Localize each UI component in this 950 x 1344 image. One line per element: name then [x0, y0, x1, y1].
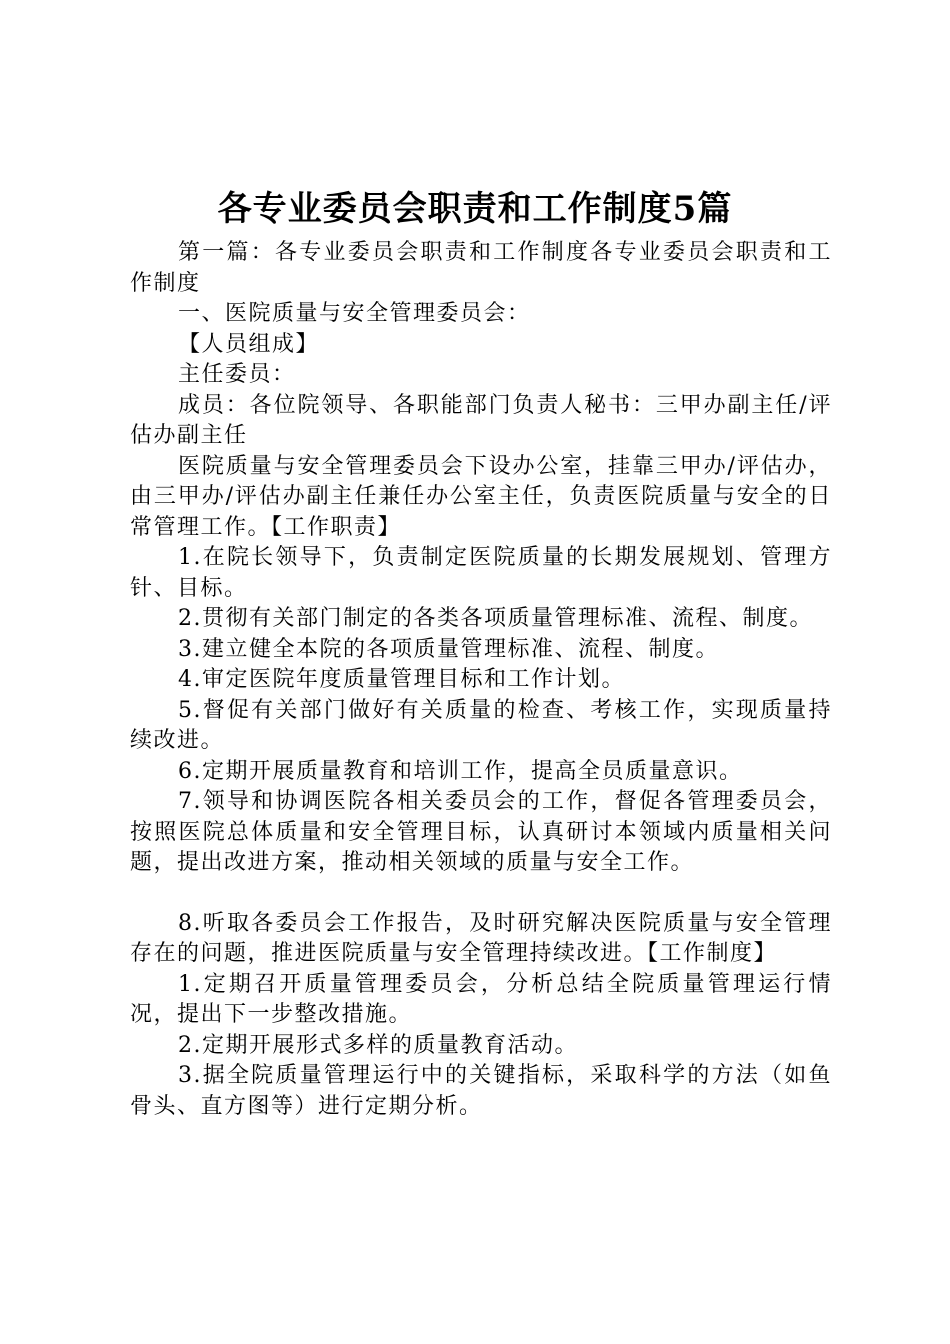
paragraph: 5.督促有关部门做好有关质量的检查、考核工作，实现质量持续改进。 — [130, 697, 832, 753]
paragraph: 一、医院质量与安全管理委员会： — [178, 301, 531, 326]
paragraph: 第一篇：各专业委员会职责和工作制度各专业委员会职责和工作制度 — [130, 240, 832, 296]
paragraph: 6.定期开展质量教育和培训工作，提高全员质量意识。 — [178, 758, 743, 784]
document-body — [130, 238, 832, 1122]
paragraph: 主任委员： — [178, 362, 296, 387]
paragraph: 8.听取各委员会工作报告，及时研究解决医院质量与安全管理存在的问题，推进医院质量与安全管理持续改进。【工作制度】 — [130, 910, 832, 966]
paragraph: 7.领导和协调医院各相关委员会的工作，督促各管理委员会，按照医院总体质量和安全管理目标，认真研讨本领域内质量相关问题，提出改进方案，推动相关领域的质量与安全工作。 — [130, 789, 832, 875]
paragraph: 医院质量与安全管理委员会下设办公室，挂靠三甲办/评估办，由三甲办/评估办副主任兼任办公室主任，负责医院质量与安全的日常管理工作。【工作职责】 — [130, 453, 832, 540]
paragraph: 3.据全院质量管理运行中的关键指标，采取科学的方法（如鱼骨头、直方图等）进行定期分析。 — [130, 1063, 832, 1119]
paragraph: 1.在院长领导下，负责制定医院质量的长期发展规划、管理方针、目标。 — [130, 545, 832, 601]
paragraph: 1.定期召开质量管理委员会，分析总结全院质量管理运行情况，提出下一步整改措施。 — [130, 971, 832, 1027]
paragraph: 2.贯彻有关部门制定的各类各项质量管理标准、流程、制度。 — [178, 606, 813, 631]
paragraph: 成员：各位院领导、各职能部门负责人秘书：三甲办副主任/评估办副主任 — [130, 392, 832, 448]
paragraph: 【人员组成】 — [178, 331, 320, 357]
paragraph: 3.建立健全本院的各项质量管理标准、流程、制度。 — [178, 636, 719, 662]
paragraph: 2.定期开展形式多样的质量教育活动。 — [178, 1032, 578, 1058]
paragraph: 4.审定医院年度质量管理目标和工作计划。 — [178, 667, 625, 692]
document-title: 各专业委员会职责和工作制度5篇 — [217, 189, 733, 229]
